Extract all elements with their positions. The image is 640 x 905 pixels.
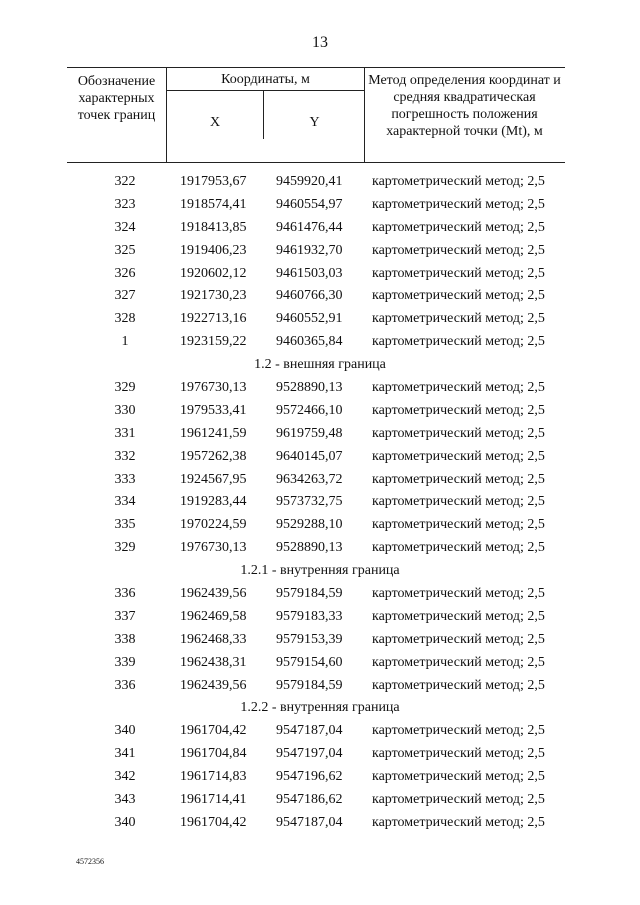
x-coordinate: 1924567,95 bbox=[180, 471, 247, 487]
y-coordinate: 9579184,59 bbox=[276, 677, 343, 693]
point-number: 328 bbox=[114, 311, 136, 327]
point-number: 329 bbox=[114, 540, 136, 556]
y-coordinate: 9579183,33 bbox=[276, 608, 343, 624]
point-number: 336 bbox=[114, 677, 136, 693]
y-coordinate: 9640145,07 bbox=[276, 448, 343, 464]
method-cell: картометрический метод; 2,5 bbox=[372, 334, 545, 350]
y-coordinate: 9572466,10 bbox=[276, 402, 343, 418]
point-number: 1 bbox=[121, 334, 129, 350]
method-cell: картометрический метод; 2,5 bbox=[372, 494, 545, 510]
x-coordinate: 1919406,23 bbox=[180, 242, 247, 258]
x-coordinate: 1961704,42 bbox=[180, 723, 247, 739]
table-row bbox=[0, 446, 640, 469]
table-row bbox=[0, 766, 640, 789]
y-coordinate: 9547186,62 bbox=[276, 792, 343, 808]
section-heading-label: 1.2.2 - внутренняя граница bbox=[240, 700, 400, 716]
table-row bbox=[0, 308, 640, 331]
table-body bbox=[0, 171, 640, 835]
point-number: 337 bbox=[114, 608, 136, 624]
table-row bbox=[0, 331, 640, 354]
method-cell: картометрический метод; 2,5 bbox=[372, 677, 545, 693]
table-row bbox=[0, 217, 640, 240]
y-coordinate: 9528890,13 bbox=[276, 380, 343, 396]
point-number: 331 bbox=[114, 425, 136, 441]
x-coordinate: 1921730,23 bbox=[180, 288, 247, 304]
table-row bbox=[0, 606, 640, 629]
point-number: 334 bbox=[114, 494, 136, 510]
x-coordinate: 1962469,58 bbox=[180, 608, 247, 624]
point-number: 336 bbox=[114, 586, 136, 602]
table-row bbox=[0, 514, 640, 537]
method-cell: картометрический метод; 2,5 bbox=[372, 219, 545, 235]
table-row bbox=[0, 194, 640, 217]
x-coordinate: 1961704,84 bbox=[180, 746, 247, 762]
x-coordinate: 1962438,31 bbox=[180, 654, 247, 670]
method-cell: картометрический метод; 2,5 bbox=[372, 746, 545, 762]
y-coordinate: 9634263,72 bbox=[276, 471, 343, 487]
x-coordinate: 1918574,41 bbox=[180, 196, 247, 212]
point-number: 325 bbox=[114, 242, 136, 258]
method-cell: картометрический метод; 2,5 bbox=[372, 288, 545, 304]
table-row bbox=[0, 171, 640, 194]
header-y-column bbox=[263, 91, 365, 139]
y-coordinate: 9547187,04 bbox=[276, 814, 343, 830]
table-row bbox=[0, 537, 640, 560]
y-coordinate: 9547197,04 bbox=[276, 746, 343, 762]
y-coordinate: 9573732,75 bbox=[276, 494, 343, 510]
table-row bbox=[0, 469, 640, 492]
page-number: 13 bbox=[312, 34, 328, 51]
point-number: 340 bbox=[114, 723, 136, 739]
method-cell: картометрический метод; 2,5 bbox=[372, 586, 545, 602]
header-x-label: X bbox=[209, 115, 221, 130]
y-coordinate: 9461503,03 bbox=[276, 265, 343, 281]
method-cell: картометрический метод; 2,5 bbox=[372, 174, 545, 189]
x-coordinate: 1919283,44 bbox=[180, 494, 247, 510]
method-cell: картометрический метод; 2,5 bbox=[372, 769, 545, 785]
point-number: 333 bbox=[114, 471, 136, 487]
x-coordinate: 1922713,16 bbox=[180, 311, 247, 327]
point-number: 338 bbox=[114, 631, 136, 647]
section-heading bbox=[0, 354, 640, 377]
y-coordinate: 9579184,59 bbox=[276, 586, 343, 602]
table-row bbox=[0, 423, 640, 446]
header-point-designation bbox=[67, 68, 166, 162]
method-cell: картометрический метод; 2,5 bbox=[372, 311, 545, 327]
document-code: 4572356 bbox=[76, 857, 104, 866]
y-coordinate: 9460552,91 bbox=[276, 311, 343, 327]
table-row bbox=[0, 583, 640, 606]
header-method-label: Метод определения координат и средняя квадратическая погрешность положения характерной точки (Mt), м bbox=[368, 73, 561, 139]
y-coordinate: 9579154,60 bbox=[276, 654, 343, 670]
header-y-label: Y bbox=[309, 115, 320, 130]
method-cell: картометрический метод; 2,5 bbox=[372, 471, 545, 487]
method-cell: картометрический метод; 2,5 bbox=[372, 792, 545, 808]
point-number: 324 bbox=[114, 219, 136, 235]
point-number: 341 bbox=[114, 746, 136, 762]
section-heading-label: 1.2.1 - внутренняя граница bbox=[240, 563, 400, 579]
x-coordinate: 1961241,59 bbox=[180, 425, 247, 441]
x-coordinate: 1970224,59 bbox=[180, 517, 247, 533]
point-number: 323 bbox=[114, 196, 136, 212]
method-cell: картометрический метод; 2,5 bbox=[372, 402, 545, 418]
point-number: 342 bbox=[114, 769, 136, 785]
point-number: 335 bbox=[114, 517, 136, 533]
x-coordinate: 1957262,38 bbox=[180, 448, 247, 464]
x-coordinate: 1961714,41 bbox=[180, 792, 247, 808]
table-row bbox=[0, 491, 640, 514]
method-cell: картометрический метод; 2,5 bbox=[372, 540, 545, 556]
table-row bbox=[0, 285, 640, 308]
table-row bbox=[0, 240, 640, 263]
x-coordinate: 1923159,22 bbox=[180, 334, 247, 350]
y-coordinate: 9460766,30 bbox=[276, 288, 343, 304]
x-coordinate: 1962439,56 bbox=[180, 586, 247, 602]
table-row bbox=[0, 720, 640, 743]
table-row bbox=[0, 789, 640, 812]
header-method bbox=[364, 68, 565, 162]
x-coordinate: 1962439,56 bbox=[180, 677, 247, 693]
y-coordinate: 9547196,62 bbox=[276, 769, 343, 785]
point-number: 326 bbox=[114, 265, 136, 281]
table-row bbox=[0, 652, 640, 675]
x-coordinate: 1976730,13 bbox=[180, 540, 247, 556]
method-cell: картометрический метод; 2,5 bbox=[372, 265, 545, 281]
x-coordinate: 1920602,12 bbox=[180, 265, 247, 281]
x-coordinate: 1962468,33 bbox=[180, 631, 247, 647]
x-coordinate: 1979533,41 bbox=[180, 402, 247, 418]
section-heading bbox=[0, 697, 640, 720]
table-row bbox=[0, 400, 640, 423]
section-heading bbox=[0, 560, 640, 583]
point-number: 330 bbox=[114, 402, 136, 418]
table-row bbox=[0, 377, 640, 400]
point-number: 327 bbox=[114, 288, 136, 304]
y-coordinate: 9460365,84 bbox=[276, 334, 343, 350]
y-coordinate: 9529288,10 bbox=[276, 517, 343, 533]
point-number: 339 bbox=[114, 654, 136, 670]
method-cell: картометрический метод; 2,5 bbox=[372, 380, 545, 396]
method-cell: картометрический метод; 2,5 bbox=[372, 448, 545, 464]
table-row bbox=[0, 812, 640, 835]
method-cell: картометрический метод; 2,5 bbox=[372, 196, 545, 212]
x-coordinate: 1961704,42 bbox=[180, 814, 247, 830]
point-number: 343 bbox=[114, 792, 136, 808]
y-coordinate: 9461476,44 bbox=[276, 219, 343, 235]
x-coordinate: 1961714,83 bbox=[180, 769, 247, 785]
table-header bbox=[67, 67, 565, 163]
point-number: 322 bbox=[114, 174, 136, 189]
method-cell: картометрический метод; 2,5 bbox=[372, 723, 545, 739]
method-cell: картометрический метод; 2,5 bbox=[372, 242, 545, 258]
header-coordinates-title: Координаты, м bbox=[167, 70, 364, 91]
y-coordinate: 9547187,04 bbox=[276, 723, 343, 739]
x-coordinate: 1918413,85 bbox=[180, 219, 247, 235]
method-cell: картометрический метод; 2,5 bbox=[372, 631, 545, 647]
y-coordinate: 9619759,48 bbox=[276, 425, 343, 441]
table-row bbox=[0, 743, 640, 766]
y-coordinate: 9461932,70 bbox=[276, 242, 343, 258]
point-number: 340 bbox=[114, 814, 136, 830]
x-coordinate: 1976730,13 bbox=[180, 380, 247, 396]
method-cell: картометрический метод; 2,5 bbox=[372, 654, 545, 670]
header-point-designation-label: Обозначение характерных точек границ bbox=[77, 74, 156, 123]
y-coordinate: 9579153,39 bbox=[276, 631, 343, 647]
method-cell: картометрический метод; 2,5 bbox=[372, 425, 545, 441]
point-number: 332 bbox=[114, 448, 136, 464]
x-coordinate: 1917953,67 bbox=[180, 174, 247, 189]
method-cell: картометрический метод; 2,5 bbox=[372, 814, 545, 830]
y-coordinate: 9459920,41 bbox=[276, 174, 343, 189]
point-number: 329 bbox=[114, 380, 136, 396]
y-coordinate: 9528890,13 bbox=[276, 540, 343, 556]
table-row bbox=[0, 675, 640, 698]
header-coordinates bbox=[166, 68, 365, 162]
table-row bbox=[0, 629, 640, 652]
section-heading-label: 1.2 - внешняя граница bbox=[254, 357, 386, 373]
method-cell: картометрический метод; 2,5 bbox=[372, 608, 545, 624]
method-cell: картометрический метод; 2,5 bbox=[372, 517, 545, 533]
y-coordinate: 9460554,97 bbox=[276, 196, 343, 212]
table-row bbox=[0, 263, 640, 286]
